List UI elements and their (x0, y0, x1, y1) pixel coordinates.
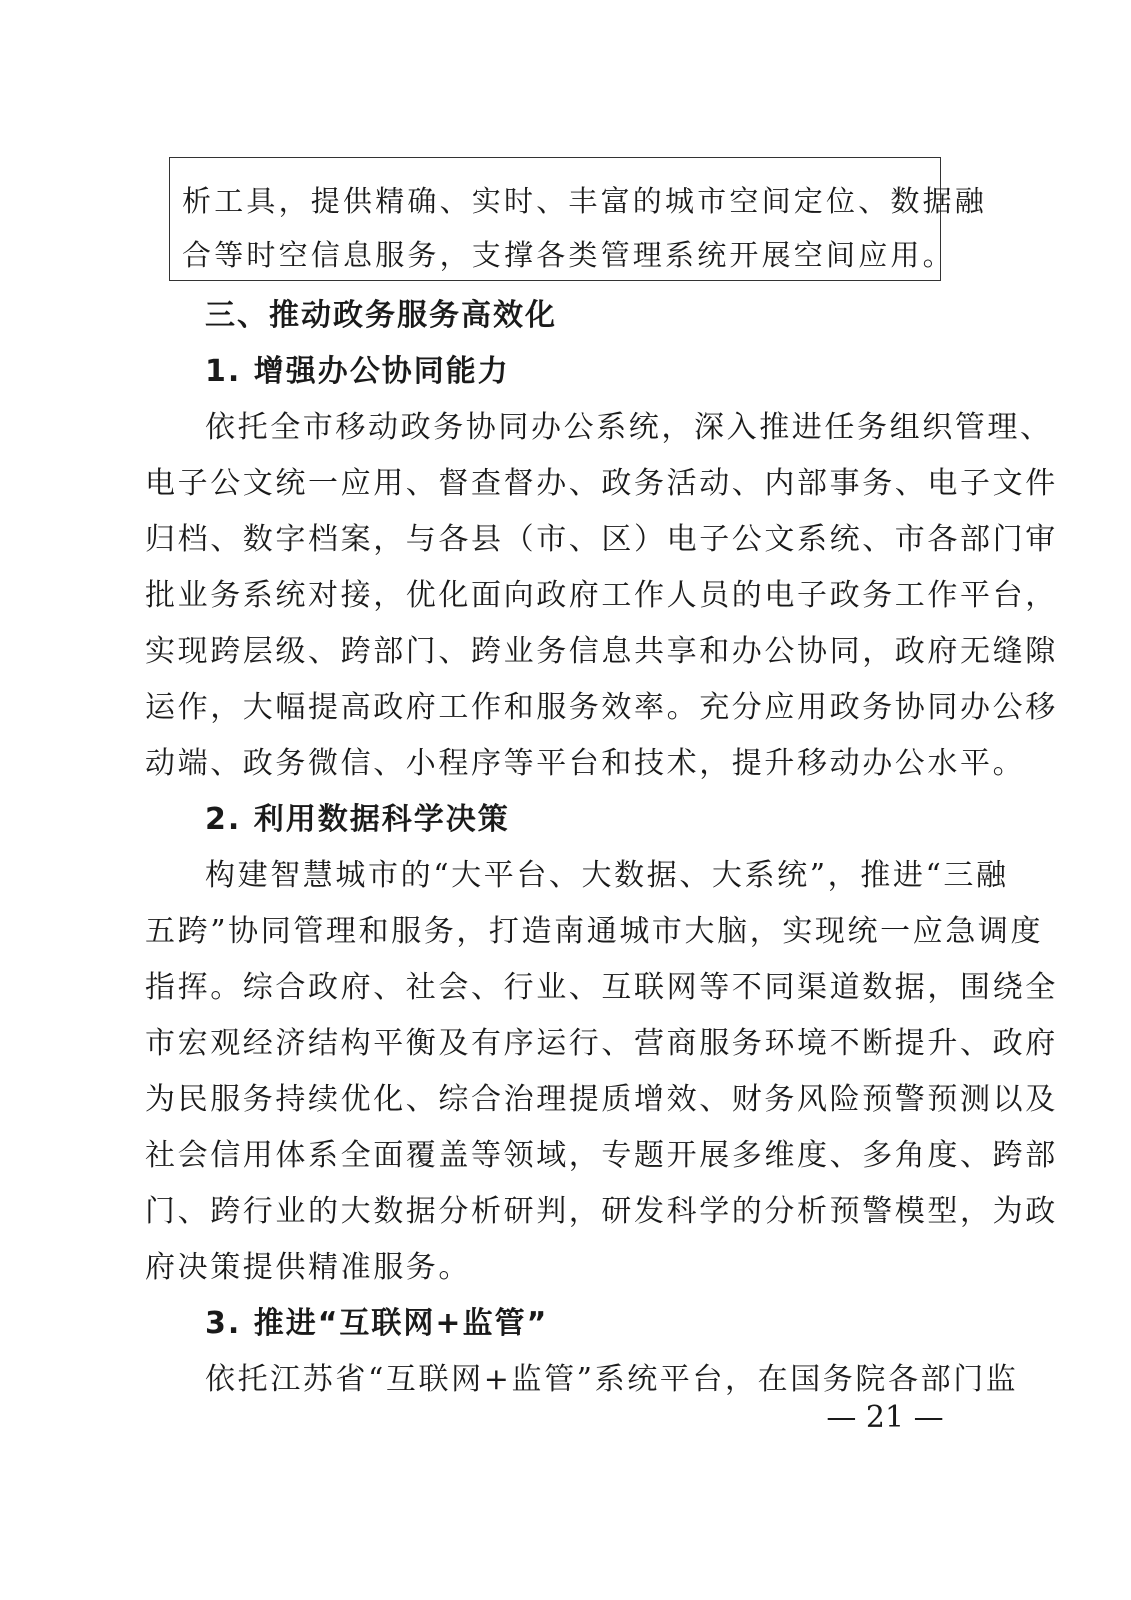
paragraph-line: 市宏观经济结构平衡及有序运行、营商服务环境不断提升、政府 (145, 1026, 1058, 1061)
paragraph-line: 运作，大幅提高政府工作和服务效率。充分应用政务协同办公移 (145, 690, 1058, 725)
paragraph-line: 指挥。综合政府、社会、行业、互联网等不同渠道数据，围绕全 (145, 970, 1058, 1005)
boxed-continuation-text (169, 157, 988, 281)
body-text (145, 288, 1058, 1408)
subheading-2: 2. 利用数据科学决策 (205, 802, 510, 837)
paragraph-line: 社会信用体系全面覆盖等领域，专题开展多维度、多角度、跨部 (145, 1138, 1058, 1173)
box-line: 析工具，提供精确、实时、丰富的城市空间定位、数据融 (182, 184, 988, 218)
page-number: — 21 — (826, 1400, 944, 1435)
paragraph-line: 电子公文统一应用、督查督办、政务活动、内部事务、电子文件 (145, 466, 1058, 501)
box-line: 合等时空信息服务，支撑各类管理系统开展空间应用。 (182, 238, 955, 272)
paragraph-line: 批业务系统对接，优化面向政府工作人员的电子政务工作平台， (145, 578, 1058, 613)
paragraph-line: 实现跨层级、跨部门、跨业务信息共享和办公协同，政府无缝隙 (145, 634, 1058, 669)
paragraph-line: 归档、数字档案，与各县（市、区）电子公文系统、市各部门审 (145, 522, 1058, 557)
section-heading: 三、推动政务服务高效化 (205, 298, 557, 333)
paragraph-line: 五跨”协同管理和服务，打造南通城市大脑，实现统一应急调度 (145, 914, 1044, 949)
subheading-3: 3. 推进“互联网+监管” (205, 1306, 549, 1341)
subheading-1: 1. 增强办公协同能力 (205, 354, 510, 389)
paragraph-line: 依托江苏省“互联网+监管”系统平台，在国务院各部门监 (205, 1362, 1019, 1397)
paragraph-line: 门、跨行业的大数据分析研判，研发科学的分析预警模型，为政 (145, 1194, 1058, 1229)
paragraph-line: 府决策提供精准服务。 (145, 1250, 471, 1285)
paragraph-line: 为民服务持续优化、综合治理提质增效、财务风险预警预测以及 (145, 1082, 1058, 1117)
paragraph-line: 构建智慧城市的“大平台、大数据、大系统”，推进“三融 (205, 858, 1009, 893)
paragraph-line: 依托全市移动政务协同办公系统，深入推进任务组织管理、 (205, 410, 1053, 445)
paragraph-line: 动端、政务微信、小程序等平台和技术，提升移动办公水平。 (145, 746, 1026, 781)
